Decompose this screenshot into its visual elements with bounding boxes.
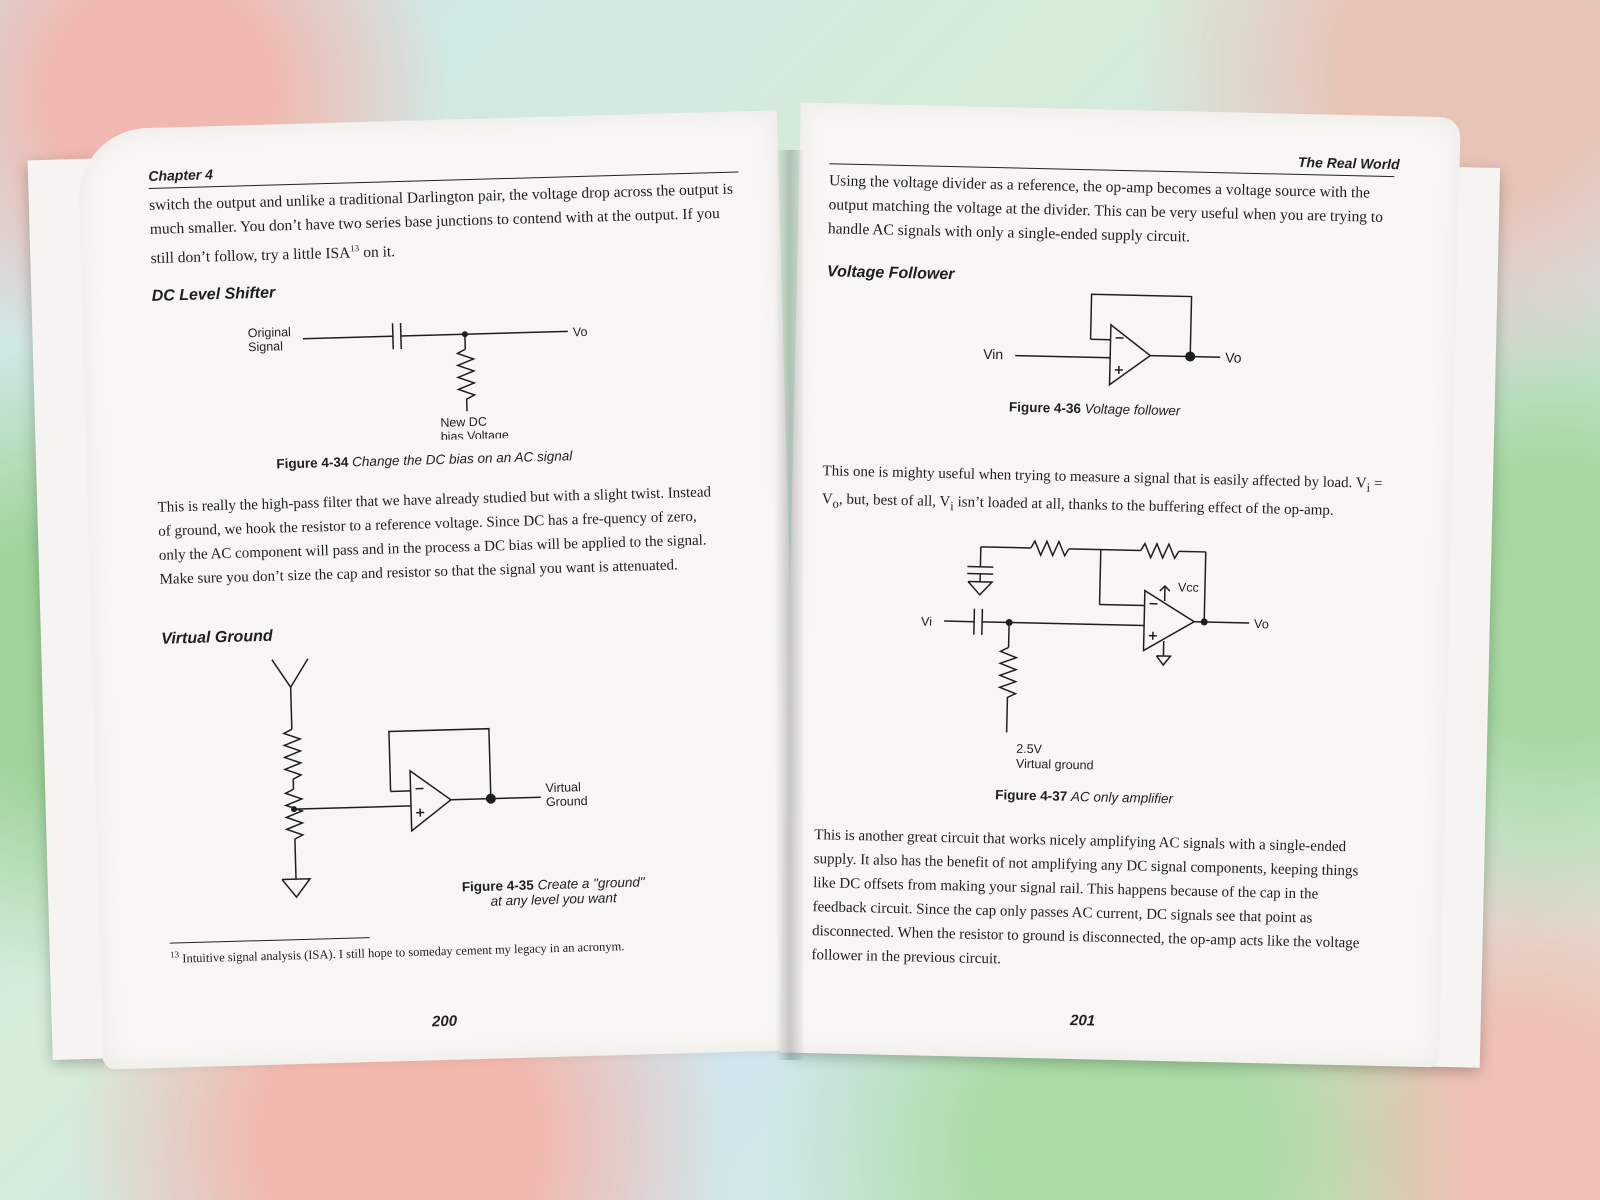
section-heading-dc-level-shifter: DC Level Shifter — [151, 284, 276, 305]
label-vi: Vi — [920, 614, 933, 629]
left-page — [77, 110, 803, 1069]
section-heading-virtual-ground: Virtual Ground — [161, 627, 273, 648]
caption-number: Figure 4-34 — [276, 454, 349, 472]
figure-4-35-caption — [438, 874, 669, 910]
label-vo: Vo — [1253, 617, 1269, 632]
caption-text: AC only amplifier — [1070, 788, 1174, 807]
footnote-text: Intuitive signal analysis (ISA). I still hope to someday cement my legacy in an acronym. — [182, 939, 625, 966]
section-heading-voltage-follower: Voltage Follower — [826, 263, 955, 284]
book-gutter — [775, 150, 805, 1060]
footnote-reference: 13 — [350, 243, 360, 254]
label-new-dc: New DC — [440, 414, 488, 430]
label-vo: Vo — [572, 324, 588, 340]
intro-text-end: on it. — [359, 243, 396, 262]
label-vcc: Vcc — [1177, 580, 1199, 595]
chapter-header: Chapter 4 — [148, 166, 214, 184]
paragraph-voltage-follower: This one is mighty useful when trying to measure a signal that is easily affected by load. $V_i = V_o$, but, best of all, $V_i$ isn’t loaded at all, thanks to the buffering effect of the op-amp. — [821, 463, 1383, 519]
caption-text-line1: Create a "ground" — [537, 874, 645, 893]
chapter-title-header: The Real World — [1297, 153, 1400, 173]
figure-4-37-circuit — [916, 535, 1341, 784]
caption-text: Change the DC bias on an AC signal — [351, 448, 573, 470]
label-bias-voltage: bias Voltage — [440, 428, 510, 444]
page-number-right: 201 — [1069, 1011, 1096, 1030]
caption-text: Voltage follower — [1084, 401, 1181, 419]
caption-text-line2: at any level you want — [490, 890, 617, 909]
figure-4-34-circuit — [232, 282, 736, 446]
label-ground: Ground — [545, 793, 588, 810]
figure-4-36-circuit — [974, 277, 1296, 394]
caption-number: Figure 4-37 — [995, 787, 1068, 804]
label-virtual: Virtual — [545, 780, 581, 796]
label-original: Original — [247, 325, 292, 341]
footnote-mark: 13 — [169, 949, 180, 960]
figure-4-37-caption — [995, 787, 1173, 806]
right-page — [779, 103, 1460, 1068]
figure-4-36-caption — [1009, 399, 1181, 418]
label-2-5v: 2.5V — [1016, 741, 1043, 757]
figure-4-34-caption — [276, 448, 572, 471]
caption-number: Figure 4-36 — [1008, 399, 1082, 417]
page-number-left: 200 — [431, 1012, 458, 1031]
caption-number: Figure 4-35 — [461, 877, 535, 895]
label-virtual-ground: Virtual ground — [1015, 756, 1094, 773]
label-vo: Vo — [1225, 349, 1242, 366]
intro-text: switch the output and unlike a traditional Darlington pair, the voltage drop across the output is much smaller. You don’t have two series base junctions to contend with at the output. If you still don’t follow, try a little ISA — [148, 180, 734, 268]
intro-paragraph — [149, 178, 741, 272]
paragraph-ac-amplifier: This is another great circuit that works nicely amplifying AC signals with a single-ended supply. It also has the benefit of not amplifying any DC signal components, keeping things like DC offsets from making your signal rail. This happens because of the cap in the feedback circuit. Since the cap only passes AC current, DC signals see that point as disconnected. When the resistor to ground is disconnected, the op-amp acts like the voltage follower in the previous circuit. — [811, 827, 1360, 968]
paragraph-high-pass: This is really the high-pass filter that we have already studied but with a slight twist. Instead of ground, we hook the resistor to a reference voltage. Since DC has a fre-quency of zero, only the AC component will pass and in the process a DC bias will be applied to the signal. Make sure you don’t size the cap and resistor so that the signal you want is attenuated. — [157, 484, 712, 588]
footnote-rule — [170, 937, 370, 944]
label-signal: Signal — [247, 339, 284, 355]
footnote — [170, 933, 770, 967]
intro-paragraph: Using the voltage divider as a reference, the op-amp becomes a voltage source with the output matching the voltage at the divider. This can be very useful when you are trying to handle AC signals with only a single-ended supply circuit. — [827, 172, 1384, 246]
label-vin: Vin — [983, 345, 1004, 363]
